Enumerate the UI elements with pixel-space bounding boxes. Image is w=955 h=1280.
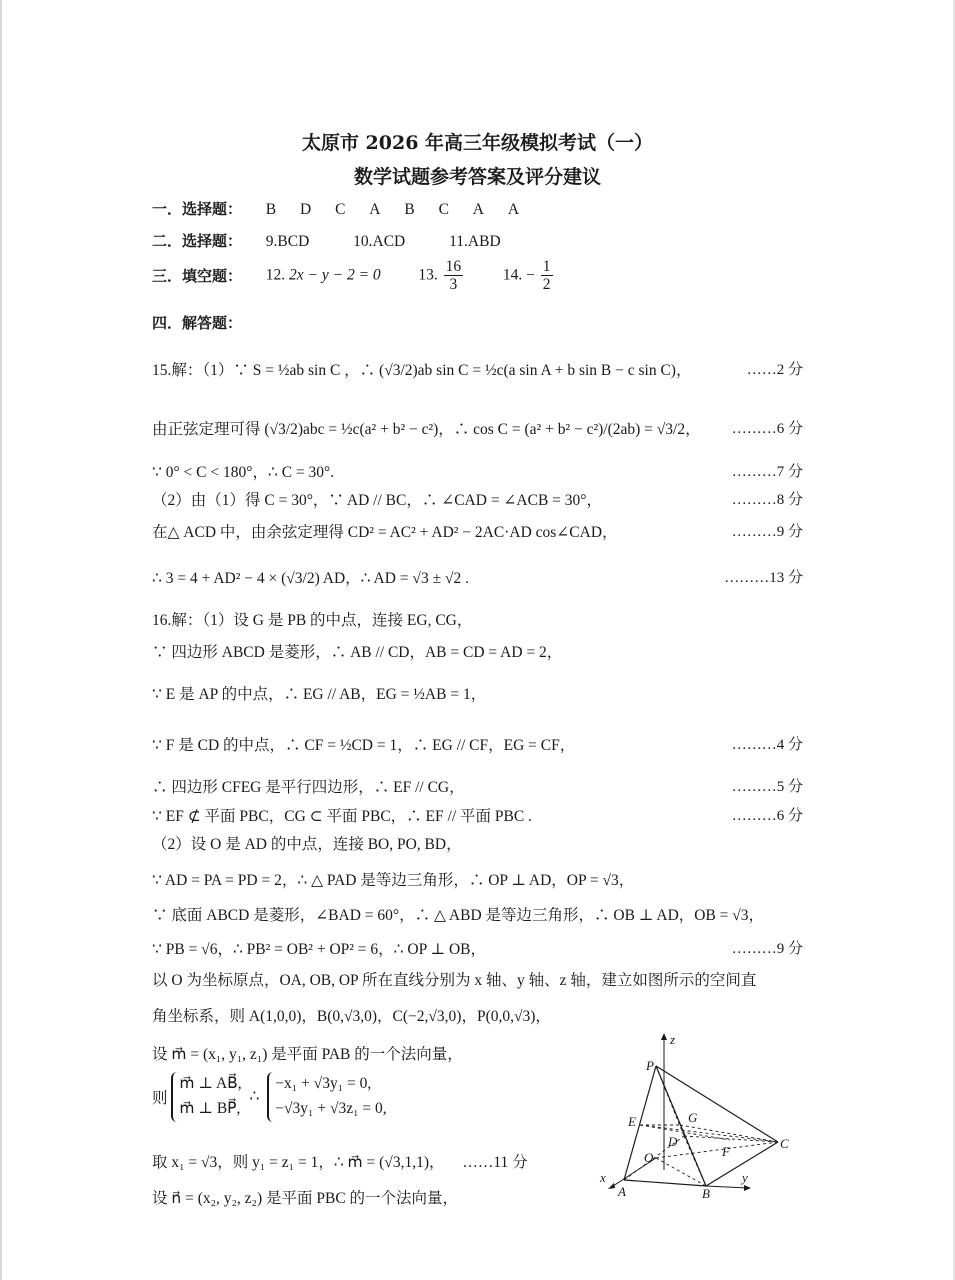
numerator: 1 [542, 258, 551, 275]
section-label: 一．选择题： [152, 200, 243, 218]
z-axis-arrow [661, 1033, 667, 1040]
q12-number: 12. [265, 266, 286, 284]
scan-edge-left [0, 0, 2, 1280]
pyramid-figure [596, 1028, 806, 1203]
score-mark: ………5 分 [731, 779, 803, 795]
page-subtitle: 数学试题参考答案及评分建议 [353, 166, 601, 188]
label-y: y [742, 1170, 748, 1185]
score-mark: ………4 分 [731, 737, 803, 753]
q15-line-1: 15.解：（1）∵ S = ½ab sin C ，∴ (√3/2)ab sin C = ½c(a sin A + b sin B − c sin C)， [152, 362, 692, 379]
system-row: m⃗ ⊥ BP⃗, [179, 1099, 241, 1117]
label-D: D [668, 1134, 678, 1149]
edge-DC [684, 1136, 778, 1142]
denominator: 3 [449, 276, 458, 294]
q16-line-9: ∵ 底面 ABCD 是菱形，∠BAD = 60°，∴ △ ABD 是等边三角形，∴ OB ⊥ AD，OB = √3， [152, 907, 765, 924]
then-label: 则 [152, 1089, 168, 1107]
answer: C [335, 201, 346, 218]
equation-system-1 [171, 1072, 241, 1122]
section-solutions [152, 312, 242, 333]
x-axis-arrow [608, 1183, 615, 1189]
answer: 10.ACD [353, 233, 406, 250]
system-row: m⃗ ⊥ AB⃗, [179, 1075, 242, 1092]
segment-EC [640, 1125, 778, 1142]
label-G: G [688, 1110, 698, 1125]
q16-line-12: 角坐标系，则 A(1,0,0)，B(0,√3,0)，C(−2,√3,0)，P(0,0,√3)， [152, 1008, 551, 1025]
q16-line-5: ∴ 四边形 CFEG 是平行四边形，∴ EF // CG， [152, 779, 465, 796]
q15-line-3: ∵ 0° < C < 180°，∴ C = 30°. [152, 464, 335, 481]
answer: A [507, 201, 520, 218]
answer: 9.BCD [265, 233, 310, 250]
section-label: 四．解答题： [152, 314, 243, 332]
label-F: F [722, 1144, 730, 1159]
answer: D [299, 201, 312, 218]
q15-line-5: 在△ ACD 中，由余弦定理得 CD² = AC² + AD² − 2AC·AD cos∠CAD， [152, 524, 618, 541]
q16-line-4: ∵ F 是 CD 的中点，∴ CF = ½CD = 1，∴ EG // CF，EG = CF， [152, 737, 576, 754]
q16-line-7: （2）设 O 是 AD 的中点，连接 BO, PO, BD， [152, 836, 462, 853]
q16-line-14 [152, 1072, 387, 1122]
answer: B [404, 201, 415, 218]
q12-answer: 2x − y − 2 = 0 [289, 266, 381, 284]
answer: C [438, 201, 449, 218]
page-title: 太原市 2026 年高三年级模拟考试（一） [301, 132, 654, 154]
q15-line-4: （2）由（1）得 C = 30°，∵ AD // BC，∴ ∠CAD = ∠ACB = 30°， [152, 492, 602, 509]
label-P: P [646, 1058, 654, 1073]
q16-line-11: 以 O 为坐标原点，OA, OB, OP 所在直线分别为 x 轴、y 轴、z 轴，建立如图所示的空间直 [152, 972, 757, 989]
edge-PC [656, 1066, 778, 1142]
section-choice-2 [152, 230, 521, 251]
system-row: −x₁ + √3y₁ = 0, [275, 1075, 372, 1092]
score-mark: ………6 分 [731, 808, 803, 824]
score-mark: ……11 分 [462, 1154, 528, 1171]
q15-line-2: 由正弦定理可得 (√3/2)abc = ½c(a² + b² − c²)，∴ cos C = (a² + b² − c²)/(2ab) = √3/2， [152, 421, 701, 438]
score-mark: ………13 分 [724, 570, 803, 586]
q16-line-3: ∵ E 是 AP 的中点，∴ EG // AB，EG = ½AB = 1， [152, 686, 487, 703]
denominator: 2 [542, 276, 551, 294]
score-mark: ……2 分 [746, 362, 803, 378]
q16-line-2: ∵ 四边形 ABCD 是菱形，∴ AB // CD，AB = CD = AD = 2， [152, 644, 563, 661]
label-A: A [618, 1184, 626, 1199]
score-mark: ………9 分 [731, 941, 803, 957]
score-mark: ………7 分 [731, 464, 803, 480]
q16-line-16: 设 n⃗ = (x₂, y₂, z₂) 是平面 PBC 的一个法向量， [152, 1190, 459, 1207]
q16-line-13: 设 m⃗ = (x₁, y₁, z₁) 是平面 PAB 的一个法向量， [152, 1046, 463, 1063]
score-mark: ………9 分 [731, 524, 803, 540]
segment-OB [656, 1158, 706, 1186]
label-O: O [644, 1150, 654, 1165]
therefore-symbol: ∴ [249, 1088, 260, 1106]
q15-line-6: ∴ 3 = 4 + AD² − 4 × (√3/2) AD，∴ AD = √3 ± √2 . [152, 570, 469, 587]
section-choice-1 [152, 198, 539, 219]
q16-line-1: 16.解：（1）设 G 是 PB 的中点，连接 EG, CG， [152, 612, 473, 629]
q14-sign: − [526, 266, 535, 284]
q14-fraction [541, 258, 553, 293]
answer: 11.ABD [449, 233, 501, 250]
answer: A [369, 201, 381, 218]
y-axis-arrow [744, 1185, 751, 1191]
label-x: x [600, 1170, 606, 1185]
answer: B [265, 201, 277, 218]
q16-line-8: ∵ AD = PA = PD = 2，∴ △ PAD 是等边三角形，∴ OP ⊥ AD，OP = √3， [152, 872, 635, 889]
label-E: E [628, 1114, 636, 1129]
q13-fraction [444, 258, 464, 293]
q16-line-15 [152, 1150, 528, 1172]
q16-line-15-text: 取 x₁ = √3，则 y₁ = z₁ = 1，∴ m⃗ = (√3,1,1)， [152, 1154, 445, 1171]
system-row: −√3y₁ + √3z₁ = 0, [275, 1099, 387, 1117]
section-fill-in [152, 258, 555, 293]
label-z: z [670, 1032, 676, 1047]
edge-AB [624, 1180, 706, 1186]
score-mark: ………8 分 [731, 492, 803, 508]
score-mark: ………6 分 [731, 421, 803, 437]
numerator: 16 [445, 258, 462, 275]
q16-line-6: ∵ EF ⊄ 平面 PBC，CG ⊂ 平面 PBC，∴ EF // 平面 PBC . [152, 808, 532, 825]
label-B: B [702, 1186, 710, 1201]
answer: A [472, 201, 484, 218]
section-label: 三．填空题： [152, 267, 243, 286]
section-label: 二．选择题： [152, 232, 243, 250]
y-axis [706, 1186, 748, 1188]
equation-system-2 [267, 1072, 386, 1122]
q14-number: 14. [502, 266, 523, 284]
label-C: C [780, 1136, 789, 1151]
q16-line-10: ∵ PB = √6，∴ PB² = OB² + OP² = 6，∴ OP ⊥ OB， [152, 941, 486, 958]
q13-number: 13. [418, 266, 438, 284]
